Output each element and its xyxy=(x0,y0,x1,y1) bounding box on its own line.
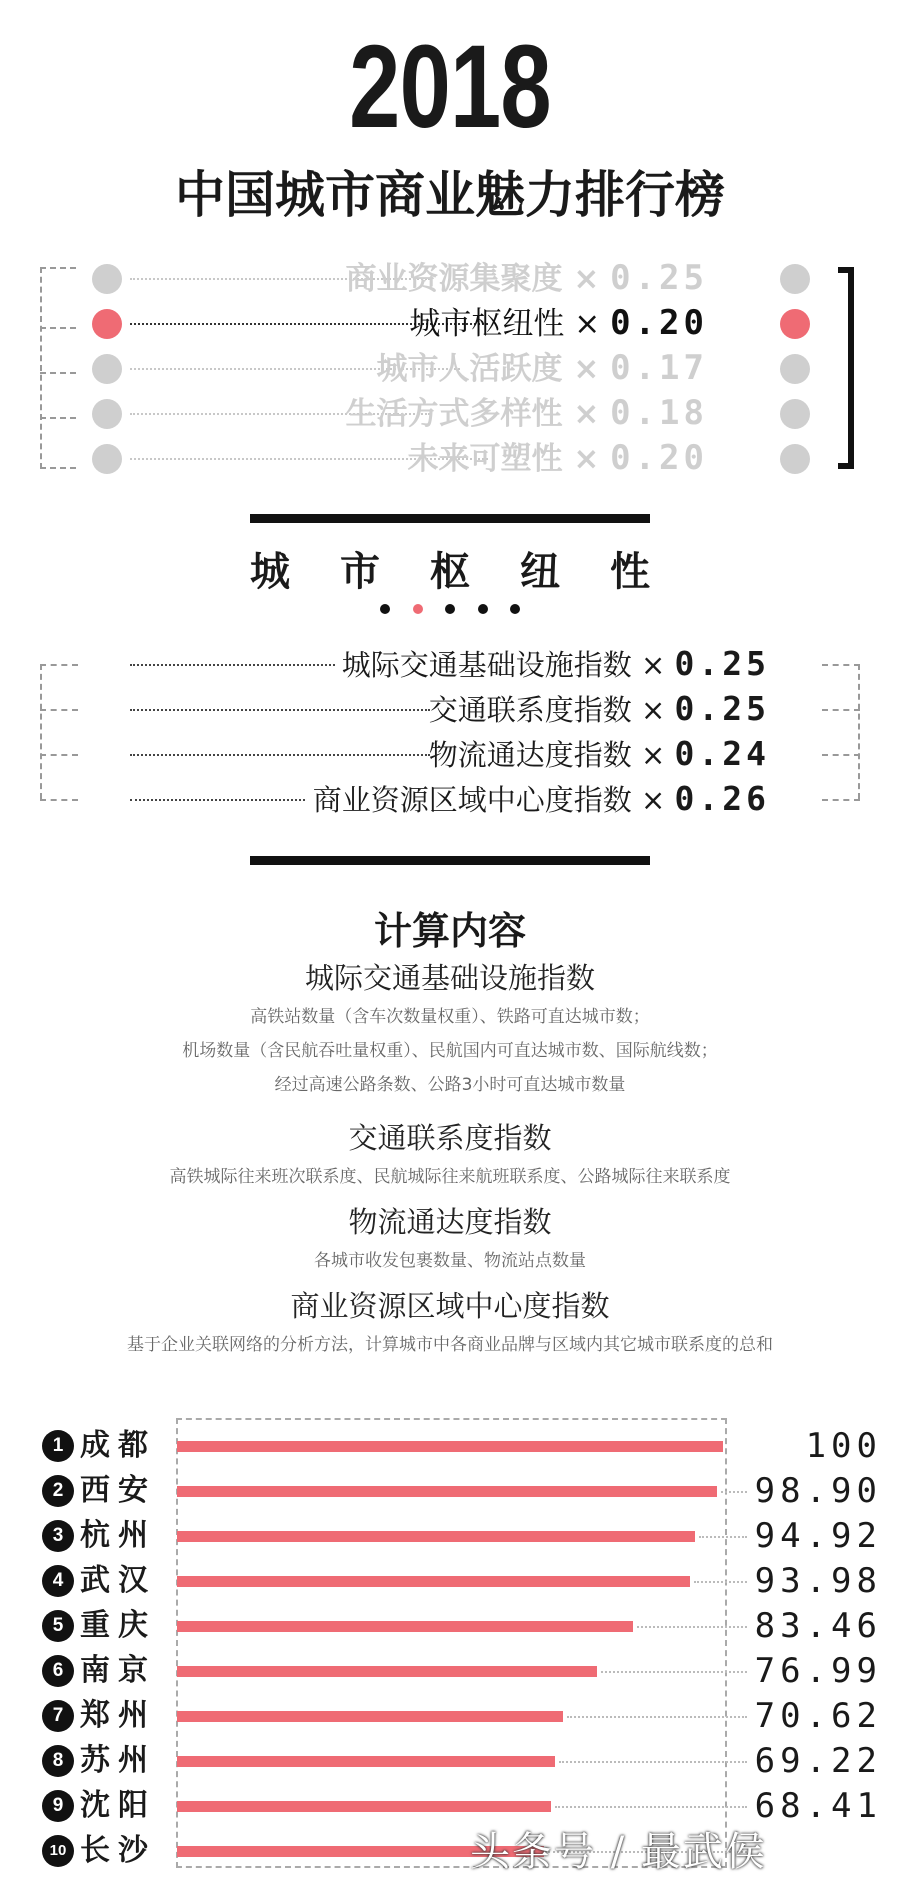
city-label: 苏州 xyxy=(80,1743,156,1778)
sub-index-text: 交通联系度指数 × 0.25 xyxy=(428,689,770,728)
calc-section-title: 交通联系度指数 xyxy=(348,1121,552,1155)
value-label: 83.46 xyxy=(754,1606,882,1646)
weight-value: 0.25 xyxy=(610,258,708,298)
indicator-dot xyxy=(478,604,488,614)
left-dot xyxy=(92,309,122,339)
right-dot xyxy=(780,354,810,384)
city-label: 成都 xyxy=(80,1428,156,1463)
section-title-char: 市 xyxy=(340,549,380,595)
rank-badge: 6 xyxy=(42,1655,74,1687)
sub-index-text: 物流通达度指数 × 0.24 xyxy=(428,734,770,773)
sub-index-row xyxy=(0,687,900,731)
section-title-char: 城 xyxy=(250,549,290,595)
left-dot xyxy=(92,354,122,384)
rank-badge: 9 xyxy=(42,1790,74,1822)
value-label: 76.99 xyxy=(754,1651,882,1691)
calc-section-line: 机场数量（含民航吞吐量权重）、民航国内可直达城市数、国际航线数； xyxy=(182,1041,718,1061)
sub-index-label: 城际交通基础设施指数 xyxy=(341,648,632,682)
ranking-row xyxy=(0,1739,900,1783)
bar xyxy=(177,1756,555,1767)
city-label: 武汉 xyxy=(80,1563,156,1598)
city-label: 杭州 xyxy=(80,1518,156,1553)
indicator-dot-active xyxy=(413,604,423,614)
bar xyxy=(177,1666,597,1677)
sub-index-value: 0.25 xyxy=(674,644,770,683)
bar xyxy=(177,1621,633,1632)
weight-row xyxy=(0,348,900,388)
weight-value: 0.17 xyxy=(610,348,708,388)
ranking-row xyxy=(0,1514,900,1558)
indicator-dot xyxy=(510,604,520,614)
leader-line xyxy=(567,1716,747,1718)
rank-badge: 10 xyxy=(42,1835,74,1867)
calc-section-title: 城际交通基础设施指数 xyxy=(304,961,595,995)
city-label: 西安 xyxy=(80,1473,156,1508)
ranking-row xyxy=(0,1694,900,1738)
weight-text: 城市人活跃度 × 0.17 xyxy=(376,348,708,388)
sub-index-row xyxy=(0,732,900,776)
weight-row xyxy=(0,393,900,433)
calc-section-line: 高铁站数量（含车次数量权重）、铁路可直达城市数； xyxy=(250,1007,650,1027)
indicator-dot xyxy=(380,604,390,614)
sub-index-value: 0.24 xyxy=(674,734,770,773)
weight-value: 0.20 xyxy=(610,438,708,478)
sub-index-row xyxy=(0,777,900,821)
calc-section-line: 基于企业关联网络的分析方法，计算城市中各商业品牌与区域内其它城市联系度的总和 xyxy=(127,1335,773,1355)
right-dot xyxy=(780,309,810,339)
rank-badge: 7 xyxy=(42,1700,74,1732)
right-dot xyxy=(780,264,810,294)
left-dot xyxy=(92,399,122,429)
calc-section-title: 商业资源区域中心度指数 xyxy=(290,1289,610,1323)
sub-index-label: 物流通达度指数 xyxy=(428,738,632,772)
right-dot xyxy=(780,399,810,429)
weight-row xyxy=(0,258,900,298)
rank-badge: 3 xyxy=(42,1520,74,1552)
calc-section xyxy=(0,956,900,1102)
weight-label: 城市人活跃度 xyxy=(376,351,563,387)
sub-index-text: 城际交通基础设施指数 × 0.25 xyxy=(341,644,770,683)
weight-label: 生活方式多样性 xyxy=(345,396,563,432)
section-title xyxy=(250,540,650,597)
sub-index-value: 0.25 xyxy=(674,689,770,728)
leader-dots xyxy=(130,709,430,711)
weight-row xyxy=(0,438,900,478)
calc-heading: 计算内容 xyxy=(373,909,526,953)
value-label: 94.92 xyxy=(754,1516,882,1556)
page-indicator xyxy=(380,604,520,614)
section-bottom-rule xyxy=(250,856,650,865)
rank-badge: 2 xyxy=(42,1475,74,1507)
bar xyxy=(177,1801,551,1812)
value-label: 93.98 xyxy=(754,1561,882,1601)
section-title-char: 枢 xyxy=(430,549,470,595)
sub-index-label: 商业资源区域中心度指数 xyxy=(312,783,632,817)
value-label: 98.90 xyxy=(754,1471,882,1511)
sub-index-label: 交通联系度指数 xyxy=(428,693,632,727)
rank-badge: 8 xyxy=(42,1745,74,1777)
value-label: 100 xyxy=(805,1426,882,1466)
bar xyxy=(177,1576,690,1587)
weight-value: 0.20 xyxy=(610,303,708,343)
sub-index-value: 0.26 xyxy=(674,779,770,818)
calc-section-line: 经过高速公路条数、公路3小时可直达城市数量 xyxy=(274,1075,626,1095)
calc-section xyxy=(0,1284,900,1362)
weight-value: 0.18 xyxy=(610,393,708,433)
value-label xyxy=(752,1829,882,1873)
left-dot xyxy=(92,264,122,294)
leader-line xyxy=(559,1761,747,1763)
leader-line xyxy=(601,1671,747,1673)
leader-line xyxy=(699,1536,747,1538)
ranking-row xyxy=(0,1649,900,1693)
value-label: 70.62 xyxy=(754,1696,882,1736)
calc-section-line: 高铁城际往来班次联系度、民航城际往来航班联系度、公路城际往来联系度 xyxy=(169,1167,731,1187)
sub-index-text: 商业资源区域中心度指数 × 0.26 xyxy=(312,779,770,818)
year-title: 2018 xyxy=(349,21,551,153)
ranking-row xyxy=(0,1424,900,1468)
weight-label: 城市枢纽性 xyxy=(409,306,565,342)
weight-label: 未来可塑性 xyxy=(407,441,563,477)
value-label: 68.41 xyxy=(754,1786,882,1826)
bar xyxy=(177,1486,717,1497)
weight-text: 商业资源集聚度 × 0.25 xyxy=(345,258,708,298)
bar xyxy=(177,1711,563,1722)
rank-badge: 5 xyxy=(42,1610,74,1642)
weight-text: 城市枢纽性 × 0.20 xyxy=(409,303,708,343)
leader-line xyxy=(555,1806,747,1808)
ranking-row xyxy=(0,1559,900,1603)
calc-section-line: 各城市收发包裹数量、物流站点数量 xyxy=(314,1251,586,1271)
city-label: 沈阳 xyxy=(80,1788,156,1823)
section-top-rule xyxy=(250,514,650,523)
indicator-dot xyxy=(445,604,455,614)
sub-index-row xyxy=(0,642,900,686)
leader-line xyxy=(721,1491,747,1493)
ranking-row xyxy=(0,1469,900,1513)
right-dot xyxy=(780,444,810,474)
weight-row xyxy=(0,303,900,343)
calc-section xyxy=(0,1116,900,1194)
rank-badge: 4 xyxy=(42,1565,74,1597)
weight-text: 生活方式多样性 × 0.18 xyxy=(345,393,708,433)
leader-line xyxy=(637,1626,747,1628)
city-label: 郑州 xyxy=(80,1698,156,1733)
calc-section-title: 物流通达度指数 xyxy=(348,1205,552,1239)
leader-dots xyxy=(130,664,335,666)
leader-line xyxy=(694,1581,747,1583)
city-label: 南京 xyxy=(80,1653,156,1688)
city-label: 重庆 xyxy=(80,1608,156,1643)
section-title-char: 纽 xyxy=(520,549,560,595)
city-label: 长沙 xyxy=(80,1833,156,1868)
leader-dots xyxy=(130,799,305,801)
value-label: 69.22 xyxy=(754,1741,882,1781)
section-title-char: 性 xyxy=(610,549,650,595)
leader-dots xyxy=(130,754,430,756)
weight-text: 未来可塑性 × 0.20 xyxy=(407,438,708,478)
bar xyxy=(177,1531,695,1542)
weight-label: 商业资源集聚度 xyxy=(345,261,563,297)
bar xyxy=(177,1441,723,1452)
ranking-row xyxy=(0,1604,900,1648)
left-dot xyxy=(92,444,122,474)
page-title: 中国城市商业魅力排行榜 xyxy=(175,166,725,224)
watermark: 头条号 / 最武侯 xyxy=(470,1829,767,1875)
rank-badge: 1 xyxy=(42,1430,74,1462)
calc-section xyxy=(0,1200,900,1278)
